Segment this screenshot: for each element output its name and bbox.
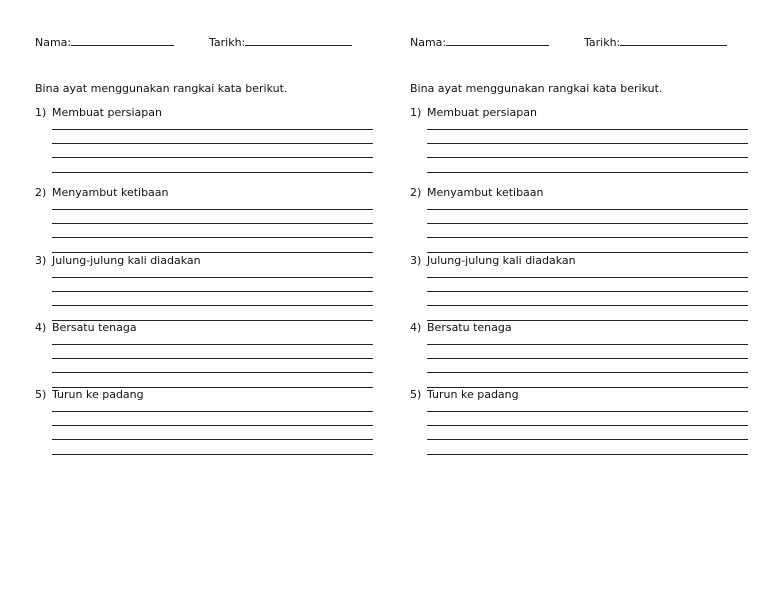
answer-line[interactable] xyxy=(52,372,373,373)
answer-line[interactable] xyxy=(52,252,373,253)
answer-line[interactable] xyxy=(427,291,748,292)
answer-line[interactable] xyxy=(427,277,748,278)
question-phrase: Julung-julung kali diadakan xyxy=(52,254,201,267)
answer-line[interactable] xyxy=(52,291,373,292)
answer-line[interactable] xyxy=(52,454,373,455)
question-phrase: Membuat persiapan xyxy=(427,106,537,119)
answer-line[interactable] xyxy=(427,454,748,455)
question-number: 2) xyxy=(410,186,422,199)
date-label: Tarikh: xyxy=(209,36,246,49)
worksheet-right xyxy=(410,0,768,594)
question-number: 5) xyxy=(410,388,422,401)
answer-line[interactable] xyxy=(427,237,748,238)
header-row xyxy=(410,35,750,49)
name-label: Nama: xyxy=(410,36,447,49)
answer-line[interactable] xyxy=(52,223,373,224)
answer-line[interactable] xyxy=(427,252,748,253)
question-phrase: Bersatu tenaga xyxy=(52,321,137,334)
answer-line[interactable] xyxy=(427,425,748,426)
question-phrase: Menyambut ketibaan xyxy=(427,186,544,199)
date-field[interactable] xyxy=(584,35,727,49)
answer-line[interactable] xyxy=(427,223,748,224)
question-5 xyxy=(410,388,750,458)
answer-line[interactable] xyxy=(52,425,373,426)
question-number: 1) xyxy=(410,106,422,119)
answer-line[interactable] xyxy=(52,209,373,210)
answer-line[interactable] xyxy=(427,305,748,306)
question-number: 1) xyxy=(35,106,47,119)
question-3 xyxy=(410,254,750,324)
name-field[interactable] xyxy=(35,35,174,49)
answer-line[interactable] xyxy=(427,129,748,130)
question-1 xyxy=(35,106,375,176)
answer-line[interactable] xyxy=(427,172,748,173)
answer-line[interactable] xyxy=(52,237,373,238)
header-row xyxy=(35,35,375,49)
answer-line[interactable] xyxy=(52,157,373,158)
answer-line[interactable] xyxy=(52,305,373,306)
answer-line[interactable] xyxy=(52,129,373,130)
answer-line[interactable] xyxy=(52,344,373,345)
question-number: 4) xyxy=(410,321,422,334)
instruction-text: Bina ayat menggunakan rangkai kata berikut. xyxy=(35,82,288,95)
date-blank[interactable] xyxy=(245,35,352,46)
question-5 xyxy=(35,388,375,458)
answer-line[interactable] xyxy=(427,157,748,158)
answer-line[interactable] xyxy=(52,172,373,173)
question-phrase: Menyambut ketibaan xyxy=(52,186,169,199)
question-number: 3) xyxy=(410,254,422,267)
question-number: 4) xyxy=(35,321,47,334)
answer-line[interactable] xyxy=(427,358,748,359)
question-phrase: Julung-julung kali diadakan xyxy=(427,254,576,267)
answer-line[interactable] xyxy=(52,439,373,440)
answer-line[interactable] xyxy=(52,143,373,144)
instruction-text: Bina ayat menggunakan rangkai kata berikut. xyxy=(410,82,663,95)
name-blank[interactable] xyxy=(71,35,174,46)
question-4 xyxy=(410,321,750,391)
answer-line[interactable] xyxy=(427,372,748,373)
question-4 xyxy=(35,321,375,391)
question-phrase: Bersatu tenaga xyxy=(427,321,512,334)
answer-line[interactable] xyxy=(52,358,373,359)
answer-line[interactable] xyxy=(427,344,748,345)
answer-line[interactable] xyxy=(52,277,373,278)
date-field[interactable] xyxy=(209,35,352,49)
name-blank[interactable] xyxy=(446,35,549,46)
answer-line[interactable] xyxy=(427,209,748,210)
date-label: Tarikh: xyxy=(584,36,621,49)
name-field[interactable] xyxy=(410,35,549,49)
question-number: 3) xyxy=(35,254,47,267)
question-number: 5) xyxy=(35,388,47,401)
question-phrase: Membuat persiapan xyxy=(52,106,162,119)
answer-line[interactable] xyxy=(427,143,748,144)
question-phrase: Turun ke padang xyxy=(52,388,144,401)
question-2 xyxy=(35,186,375,256)
question-1 xyxy=(410,106,750,176)
answer-line[interactable] xyxy=(427,439,748,440)
question-phrase: Turun ke padang xyxy=(427,388,519,401)
question-2 xyxy=(410,186,750,256)
name-label: Nama: xyxy=(35,36,72,49)
question-number: 2) xyxy=(35,186,47,199)
worksheet-left xyxy=(35,0,405,594)
date-blank[interactable] xyxy=(620,35,727,46)
answer-line[interactable] xyxy=(427,411,748,412)
question-3 xyxy=(35,254,375,324)
answer-line[interactable] xyxy=(52,411,373,412)
